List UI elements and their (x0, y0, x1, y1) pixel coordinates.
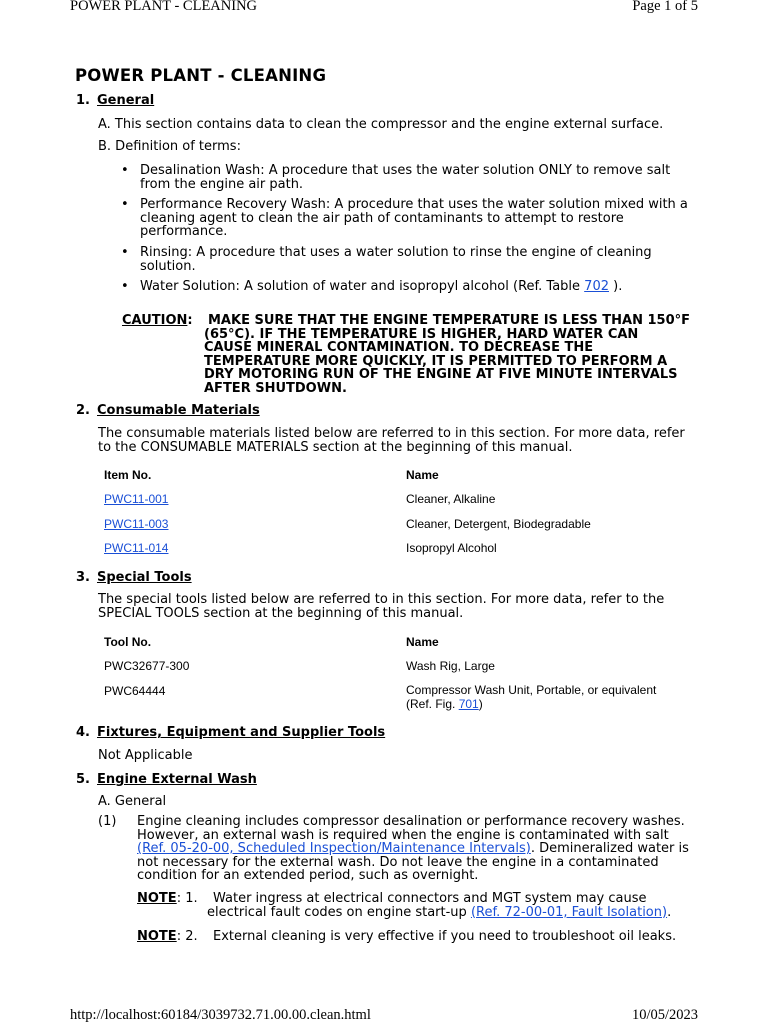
tools-col-name: Name (406, 635, 439, 649)
section-3-heading: Special Tools (97, 570, 192, 585)
section-4-number: 4. (76, 725, 90, 740)
header-title: POWER PLANT - CLEANING (70, 0, 258, 14)
note-label: NOTE (137, 891, 177, 906)
section-1-number: 1. (76, 93, 90, 108)
caution-label-wrap: CAUTION: (122, 313, 193, 328)
section-2-intro: The consumable materials listed below are referred to in this section. For more data, refer to the CONSUMABLE MATERIALS section at the beginning of this manual. (98, 426, 685, 455)
paragraph-1: Engine cleaning includes compressor desalination or performance recovery washes. However, an external wash is required when the engine is contaminated with salt (Ref. 05-20-00, Scheduled Inspection/Maintenance Intervals). Demineralized water is not necessary for the external wash. Do not leave the engine in a contaminated condition for an extended period, such as overnight. (137, 814, 689, 883)
page-title: POWER PLANT - CLEANING (75, 66, 327, 85)
section-5-heading: Engine External Wash (97, 772, 257, 787)
section-4-text: Not Applicable (98, 748, 193, 763)
tool-number: PWC32677-300 (104, 659, 190, 673)
tool-number: PWC64444 (104, 684, 166, 698)
section-5-number: 5. (76, 772, 90, 787)
bullet-desalination: Desalination Wash: A procedure that uses the water solution ONLY to remove salt from the engine air path. (140, 163, 671, 192)
section-3-intro: The special tools listed below are referred to in this section. For more data, refer to the SPECIAL TOOLS section at the beginning of this manual. (98, 592, 665, 621)
tool-name: Wash Rig, Large (406, 659, 495, 673)
caution-label: CAUTION (122, 313, 188, 328)
table-702-link[interactable]: 702 (584, 279, 609, 294)
footer-url: http://localhost:60184/3039732.71.00.00.clean.html (70, 1007, 371, 1023)
consumables-col-item: Item No. (104, 468, 152, 482)
bullet-dot: • (121, 279, 129, 294)
section-1-a: A. This section contains data to clean the compressor and the engine external surface. (98, 117, 664, 132)
consumables-col-name: Name (406, 468, 439, 482)
note-label: NOTE (137, 929, 177, 944)
note-1-text: Water ingress at electrical connectors and MGT system may cause electrical fault codes on engine start-up (Ref. 72-00-01, Fault Isolation). (207, 891, 672, 920)
consumable-name: Cleaner, Alkaline (406, 492, 496, 506)
consumable-name: Isopropyl Alcohol (406, 541, 497, 555)
section-3-number: 3. (76, 570, 90, 585)
section-1-heading: General (97, 93, 155, 108)
note-2-label: NOTE: 2. (137, 929, 198, 944)
bullet-dot: • (121, 197, 129, 212)
consumable-name: Cleaner, Detergent, Biodegradable (406, 517, 591, 531)
page-number: Page 1 of 5 (632, 0, 698, 14)
section-1-b: B. Definition of terms: (98, 139, 241, 154)
consumable-item-link[interactable]: PWC11-001 (104, 492, 169, 506)
bullet-water-solution: Water Solution: A solution of water and isopropyl alcohol (Ref. Table 702 ). (140, 279, 623, 294)
figure-701-link[interactable]: 701 (458, 696, 479, 711)
note-1-label: NOTE: 1. (137, 891, 198, 906)
bullet-rinsing: Rinsing: A procedure that uses a water solution to rinse the engine of cleaning solution. (140, 245, 652, 274)
section-2-number: 2. (76, 403, 90, 418)
bullet-performance: Performance Recovery Wash: A procedure that uses the water solution mixed with a cleaning agent to clean the air path of contaminants to attempt to restore performance. (140, 197, 688, 239)
fault-isolation-link[interactable]: (Ref. 72-00-01, Fault Isolation) (470, 904, 668, 920)
consumable-item-link[interactable]: PWC11-003 (104, 517, 169, 531)
paragraph-1-number: (1) (98, 814, 117, 829)
section-5-a: A. General (98, 794, 167, 809)
section-4-heading: Fixtures, Equipment and Supplier Tools (97, 725, 386, 740)
page-footer (0, 1007, 768, 1024)
consumable-item-link[interactable]: PWC11-014 (104, 541, 169, 555)
note-2-text: External cleaning is very effective if you need to troubleshoot oil leaks. (213, 929, 677, 944)
section-2-heading: Consumable Materials (97, 403, 260, 418)
scheduled-inspection-link[interactable]: (Ref. 05-20-00, Scheduled Inspection/Maintenance Intervals) (137, 841, 531, 856)
tool-name: Compressor Wash Unit, Portable, or equivalent (Ref. Fig. 701) (406, 683, 657, 711)
tools-col-tool: Tool No. (104, 635, 152, 649)
caution-text: MAKE SURE THAT THE ENGINE TEMPERATURE IS LESS THAN 150°F (65°C). IF THE TEMPERATURE IS HIGHER, HARD WATER CAN CAUSE MINERAL CONTAMINATION. TO DECREASE THE TEMPERATURE MORE QUICKLY, IT IS PERMITTED TO PERFORM A DRY MOTORING RUN OF THE ENGINE AT FIVE MINUTE INTERVALS AFTER SHUTDOWN. (204, 313, 690, 396)
bullet-dot: • (121, 163, 129, 178)
footer-date: 10/05/2023 (631, 1007, 698, 1023)
page-header (0, 0, 768, 15)
bullet-dot: • (121, 245, 129, 260)
